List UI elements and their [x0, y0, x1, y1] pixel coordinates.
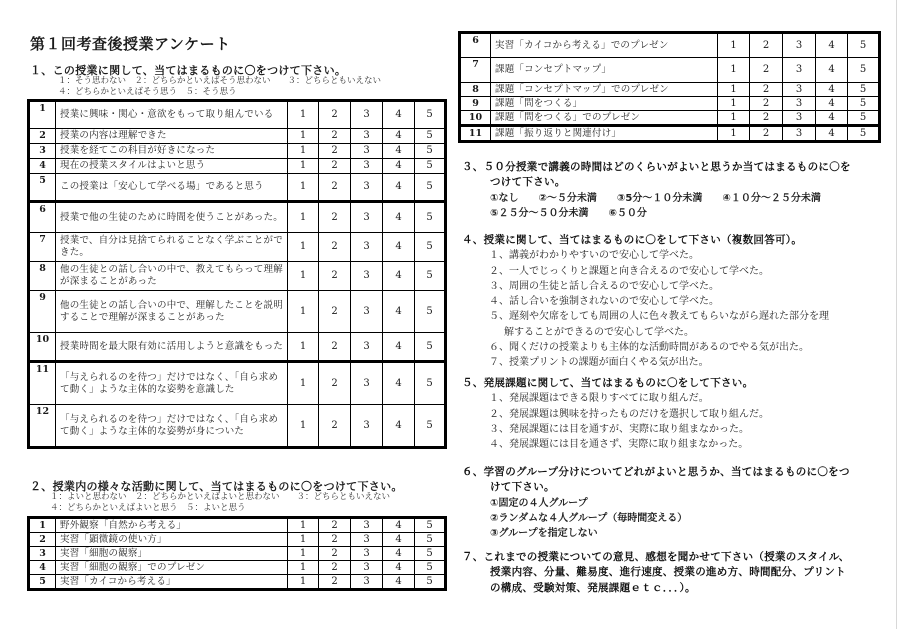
- rating-option-1[interactable]: 1: [288, 547, 319, 561]
- row-question-text: 現在の授業スタイルはよいと思う: [56, 159, 288, 174]
- row-question-text: 他の生徒との話し合いの中で、教えてもらって理解が深まることがあった: [56, 262, 288, 291]
- rating-option-5[interactable]: 5: [848, 126, 880, 142]
- row-number: 11: [29, 362, 56, 405]
- rating-option-2[interactable]: 2: [319, 362, 351, 405]
- rating-option-4[interactable]: 4: [383, 144, 415, 159]
- rating-option-3[interactable]: 3: [351, 547, 383, 561]
- section7-heading-line2: 授業内容、分量、難易度、進行速度、授業の進め方、時間配分、プリント: [490, 566, 846, 579]
- section4-item[interactable]: ５、遅刻や欠席をしても周囲の人に色々教えてもらいながら遅れた部分を理: [489, 311, 829, 323]
- rating-option-1[interactable]: 1: [288, 405, 319, 448]
- section4-heading: ４、授業に関して、当てはまるものに〇をして下さい（複数回答可）。: [462, 234, 803, 246]
- row-number: 10: [460, 111, 491, 126]
- rating-option-2[interactable]: 2: [319, 233, 351, 262]
- table-row: [29, 291, 446, 333]
- rating-option-5[interactable]: 5: [415, 159, 446, 174]
- rating-option-2[interactable]: 2: [319, 575, 351, 590]
- section1-scale-line2: ４：どちらかといえばそう思う ５：そう思う: [58, 87, 237, 97]
- section4-item[interactable]: ４、話し合いを強制されないので安心して学べた。: [489, 296, 719, 308]
- section4-item[interactable]: ６、聞くだけの授業よりも主体的な活動時間があるのでやる気が出た。: [489, 342, 809, 354]
- rating-option-2[interactable]: 2: [319, 159, 351, 174]
- rating-option-4[interactable]: 4: [383, 174, 415, 202]
- section5-item[interactable]: ２、発展課題は興味を持ったものだけを選択して取り組んだ。: [489, 408, 769, 420]
- rating-option-1[interactable]: 1: [288, 262, 319, 291]
- rating-option-3[interactable]: 3: [351, 202, 383, 233]
- page-edge-divider: [896, 0, 897, 629]
- section7: [462, 550, 850, 596]
- rating-option-1[interactable]: 1: [718, 83, 750, 97]
- row-number: 1: [29, 101, 56, 129]
- rating-option-3[interactable]: 3: [351, 333, 383, 362]
- rating-option-3[interactable]: 3: [783, 33, 816, 58]
- row-question-text: 課題「コンセプトマップ」でのプレゼン: [491, 83, 718, 97]
- rating-option-5[interactable]: 5: [415, 101, 446, 129]
- row-number: 7: [460, 58, 491, 83]
- row-number: 5: [29, 575, 56, 590]
- rating-option-2[interactable]: 2: [319, 561, 351, 575]
- section5-item[interactable]: ３、発展課題には目を通すが、実際に取り組まなかった。: [489, 423, 749, 435]
- rating-option-1[interactable]: 1: [288, 233, 319, 262]
- rating-option-1[interactable]: 1: [288, 533, 319, 547]
- rating-option-1[interactable]: 1: [288, 518, 319, 533]
- row-number: 3: [29, 144, 56, 159]
- rating-option-3[interactable]: 3: [351, 262, 383, 291]
- rating-option-1[interactable]: 1: [288, 101, 319, 129]
- rating-option-3[interactable]: 3: [351, 533, 383, 547]
- section3-heading-line2: つけて下さい。: [490, 176, 566, 189]
- row-number: 2: [29, 129, 56, 144]
- row-number: 11: [460, 126, 491, 142]
- rating-option-3[interactable]: 3: [351, 144, 383, 159]
- rating-option-3[interactable]: 3: [351, 101, 383, 129]
- rating-option-2[interactable]: 2: [750, 97, 783, 111]
- row-number: 5: [29, 174, 56, 202]
- rating-option-3[interactable]: 3: [351, 405, 383, 448]
- rating-option-4[interactable]: 4: [383, 233, 415, 262]
- row-question-text: 実習「カイコから考える」でのプレゼン: [491, 33, 718, 58]
- section4-item[interactable]: １、講義がわかりやすいので安心して学べた。: [489, 250, 699, 262]
- row-number: 3: [29, 547, 56, 561]
- rating-option-4[interactable]: 4: [383, 333, 415, 362]
- table-row: [29, 333, 446, 362]
- rating-option-3[interactable]: 3: [783, 126, 816, 142]
- rating-option-2[interactable]: 2: [319, 129, 351, 144]
- rating-option-5[interactable]: 5: [415, 174, 446, 202]
- rating-option-4[interactable]: 4: [383, 405, 415, 448]
- row-number: 4: [29, 159, 56, 174]
- rating-option-1[interactable]: 1: [288, 159, 319, 174]
- rating-option-5[interactable]: 5: [848, 97, 880, 111]
- rating-option-4[interactable]: 4: [816, 83, 848, 97]
- table-row: [29, 262, 446, 291]
- rating-option-2[interactable]: 2: [750, 111, 783, 126]
- row-number: 9: [460, 97, 491, 111]
- row-question-text: 授業時間を最大限有効に活用しようと意識をもった: [56, 333, 288, 362]
- rating-option-4[interactable]: 4: [816, 111, 848, 126]
- row-question-text: 実習「カイコから考える」: [56, 575, 288, 590]
- table-row: [29, 561, 446, 575]
- rating-option-1[interactable]: 1: [288, 144, 319, 159]
- rating-option-4[interactable]: 4: [383, 575, 415, 590]
- row-number: 8: [460, 83, 491, 97]
- row-question-text: この授業は「安心して学べる場」であると思う: [56, 174, 288, 202]
- section2-rating-table-part2: [458, 31, 881, 143]
- rating-option-5[interactable]: 5: [848, 83, 880, 97]
- rating-option-5[interactable]: 5: [415, 202, 446, 233]
- table-row: [29, 174, 446, 202]
- section6-option[interactable]: ①固定の４人グループ: [490, 497, 588, 509]
- section6-heading-line2: けて下さい。: [490, 481, 555, 494]
- row-question-text: 授業を経てこの科目が好きになった: [56, 144, 288, 159]
- rating-option-1[interactable]: 1: [718, 58, 750, 83]
- rating-option-5[interactable]: 5: [415, 129, 446, 144]
- section4: [462, 233, 829, 371]
- row-question-text: 授業で他の生徒のために時間を使うことがあった。: [56, 202, 288, 233]
- rating-option-1[interactable]: 1: [288, 362, 319, 405]
- section3: [462, 160, 851, 221]
- row-number: 4: [29, 561, 56, 575]
- rating-option-4[interactable]: 4: [383, 547, 415, 561]
- table-row: [460, 83, 880, 97]
- section7-heading-line3: の構成、受験対策、発展課題ｅｔｃ．．．）。: [490, 581, 696, 594]
- section4-item[interactable]: ３、周囲の生徒と話し合えるので安心して学べた。: [489, 280, 719, 292]
- rating-option-3[interactable]: 3: [351, 575, 383, 590]
- rating-option-4[interactable]: 4: [816, 97, 848, 111]
- rating-option-1[interactable]: 1: [288, 291, 319, 333]
- rating-option-5[interactable]: 5: [415, 233, 446, 262]
- section5-item[interactable]: １、発展課題はできる限りすべてに取り組んだ。: [489, 393, 709, 405]
- row-question-text: 野外観察「自然から考える」: [56, 518, 288, 533]
- rating-option-2[interactable]: 2: [319, 202, 351, 233]
- rating-option-5[interactable]: 5: [415, 533, 446, 547]
- section5: [462, 376, 769, 452]
- rating-option-2[interactable]: 2: [319, 101, 351, 129]
- rating-option-1[interactable]: 1: [718, 97, 750, 111]
- rating-option-5[interactable]: 5: [848, 58, 880, 83]
- table-row: [29, 518, 446, 533]
- rating-option-4[interactable]: 4: [383, 129, 415, 144]
- rating-option-1[interactable]: 1: [288, 129, 319, 144]
- rating-option-4[interactable]: 4: [383, 202, 415, 233]
- rating-option-1[interactable]: 1: [718, 33, 750, 58]
- table-row: [29, 202, 446, 233]
- table-row: [460, 126, 880, 142]
- table-row: [29, 533, 446, 547]
- row-number: 1: [29, 518, 56, 533]
- table-row: [29, 144, 446, 159]
- row-question-text: 実習「細胞の観察」でのプレゼン: [56, 561, 288, 575]
- rating-option-5[interactable]: 5: [848, 33, 880, 58]
- section6-option[interactable]: ③グループを指定しない: [490, 528, 598, 540]
- rating-option-5[interactable]: 5: [415, 362, 446, 405]
- rating-option-3[interactable]: 3: [351, 174, 383, 202]
- section5-item[interactable]: ４、発展課題には目を通さず、実際に取り組まなかった。: [489, 439, 749, 451]
- row-question-text: 実習「顕微鏡の使い方」: [56, 533, 288, 547]
- rating-option-5[interactable]: 5: [415, 547, 446, 561]
- rating-option-5[interactable]: 5: [415, 561, 446, 575]
- row-number: 6: [460, 33, 491, 58]
- table-row: [29, 129, 446, 144]
- section5-heading: ５、発展課題に関して、当てはまるものに〇をして下さい。: [462, 377, 754, 389]
- rating-option-3[interactable]: 3: [783, 111, 816, 126]
- row-number: 2: [29, 533, 56, 547]
- section3-options-line2[interactable]: ⑤２５分～５０分未満 ⑥５０分: [490, 207, 647, 219]
- row-number: 9: [29, 291, 56, 333]
- section1-heading: １、この授業に関して、当てはまるものに〇をつけて下さい。: [30, 64, 347, 77]
- rating-option-5[interactable]: 5: [415, 333, 446, 362]
- rating-option-2[interactable]: 2: [750, 126, 783, 142]
- rating-option-1[interactable]: 1: [288, 575, 319, 590]
- rating-option-2[interactable]: 2: [750, 83, 783, 97]
- rating-option-4[interactable]: 4: [383, 159, 415, 174]
- row-number: 8: [29, 262, 56, 291]
- rating-option-4[interactable]: 4: [383, 533, 415, 547]
- section6-option[interactable]: ②ランダムな４人グループ（毎時間変える）: [490, 512, 688, 524]
- rating-option-1[interactable]: 1: [718, 111, 750, 126]
- row-number: 6: [29, 202, 56, 233]
- section2-scale-line2: ４：どちらかといえばよいと思う ５：よいと思う: [50, 503, 246, 513]
- section2-scale-line1: １：よいと思わない ２：どちらかといえばよいと思わない ３：どちらともいえない: [50, 492, 391, 502]
- rating-option-4[interactable]: 4: [816, 58, 848, 83]
- rating-option-4[interactable]: 4: [383, 561, 415, 575]
- rating-option-5[interactable]: 5: [848, 111, 880, 126]
- table-row: [460, 97, 880, 111]
- row-question-text: 授業で、自分は見捨てられることなく学ぶことができた。: [56, 233, 288, 262]
- rating-option-2[interactable]: 2: [319, 533, 351, 547]
- row-number: 12: [29, 405, 56, 448]
- section2-heading: ２、授業内の様々な活動に関して、当てはまるものに〇をつけて下さい。: [30, 480, 403, 493]
- table-row: [460, 111, 880, 126]
- section4-item[interactable]: ７、授業プリントの課題が面白くやる気が出た。: [489, 357, 709, 369]
- rating-option-2[interactable]: 2: [319, 144, 351, 159]
- rating-option-3[interactable]: 3: [783, 58, 816, 83]
- page-title: 第１回考査後授業アンケート: [30, 35, 231, 53]
- rating-option-5[interactable]: 5: [415, 405, 446, 448]
- rating-option-3[interactable]: 3: [351, 561, 383, 575]
- rating-option-3[interactable]: 3: [783, 83, 816, 97]
- section2-rating-table-part1: [27, 516, 447, 591]
- section6: [462, 465, 850, 541]
- rating-option-4[interactable]: 4: [383, 101, 415, 129]
- section3-options-line1[interactable]: ①なし ②～５分未満 ③5分～１０分未満 ④１０分～２５分未満: [490, 192, 821, 204]
- table-row: [29, 575, 446, 590]
- row-question-text: 「与えられるのを待つ」だけではなく、「自ら求めて動く」ような主体的な姿勢を意識した: [56, 362, 288, 405]
- row-question-text: 実習「細胞の観察」: [56, 547, 288, 561]
- rating-option-2[interactable]: 2: [750, 58, 783, 83]
- rating-option-1[interactable]: 1: [288, 174, 319, 202]
- table-row: [29, 547, 446, 561]
- rating-option-2[interactable]: 2: [319, 333, 351, 362]
- rating-option-3[interactable]: 3: [351, 233, 383, 262]
- row-question-text: 他の生徒との話し合いの中で、理解したことを説明することで理解が深まることがあった: [56, 291, 288, 333]
- rating-option-2[interactable]: 2: [750, 33, 783, 58]
- rating-option-1[interactable]: 1: [288, 202, 319, 233]
- rating-option-5[interactable]: 5: [415, 262, 446, 291]
- rating-option-3[interactable]: 3: [351, 291, 383, 333]
- section6-heading-line1: ６、学習のグループ分けについてどれがよいと思うか、当てはまるものに〇をつ: [462, 466, 850, 478]
- rating-option-2[interactable]: 2: [319, 291, 351, 333]
- section7-heading-line1: ７、これまでの授業についての意見、感想を聞かせて下さい（授業のスタイル、: [462, 551, 850, 563]
- rating-option-3[interactable]: 3: [351, 129, 383, 144]
- rating-option-2[interactable]: 2: [319, 405, 351, 448]
- row-question-text: 課題「問をつくる」: [491, 97, 718, 111]
- section1-scale-line1: １：そう思わない ２：どちらかといえばそう思わない ３：どちらともいえない: [58, 76, 382, 86]
- section4-item-continuation: 解することができるので安心して学べた。: [504, 326, 694, 338]
- row-question-text: 課題「問をつくる」でのプレゼン: [491, 111, 718, 126]
- rating-option-5[interactable]: 5: [415, 575, 446, 590]
- section4-item[interactable]: ２、一人でじっくりと課題と向き合えるので安心して学べた。: [489, 265, 769, 277]
- rating-option-4[interactable]: 4: [383, 291, 415, 333]
- rating-option-2[interactable]: 2: [319, 547, 351, 561]
- rating-option-2[interactable]: 2: [319, 262, 351, 291]
- rating-option-4[interactable]: 4: [816, 126, 848, 142]
- rating-option-4[interactable]: 4: [816, 33, 848, 58]
- section3-heading-line1: ３、５０分授業で講義の時間はどのくらいがよいと思うか当てはまるものに〇を: [462, 161, 851, 173]
- table-row: [29, 101, 446, 129]
- rating-option-4[interactable]: 4: [383, 518, 415, 533]
- table-row: [460, 33, 880, 58]
- rating-option-1[interactable]: 1: [718, 126, 750, 142]
- rating-option-2[interactable]: 2: [319, 174, 351, 202]
- table-row: [29, 159, 446, 174]
- row-question-text: 授業の内容は理解できた: [56, 129, 288, 144]
- rating-option-1[interactable]: 1: [288, 333, 319, 362]
- rating-option-2[interactable]: 2: [319, 518, 351, 533]
- rating-option-3[interactable]: 3: [351, 159, 383, 174]
- rating-option-3[interactable]: 3: [351, 518, 383, 533]
- table-row: [29, 362, 446, 405]
- rating-option-3[interactable]: 3: [351, 362, 383, 405]
- row-question-text: 「与えられるのを待つ」だけではなく、「自ら求めて動く」ような主体的な姿勢が身についた: [56, 405, 288, 448]
- rating-option-5[interactable]: 5: [415, 518, 446, 533]
- rating-option-1[interactable]: 1: [288, 561, 319, 575]
- rating-option-5[interactable]: 5: [415, 291, 446, 333]
- rating-option-3[interactable]: 3: [783, 97, 816, 111]
- row-number: 10: [29, 333, 56, 362]
- row-question-text: 授業に興味・関心・意欲をもって取り組んでいる: [56, 101, 288, 129]
- row-number: 7: [29, 233, 56, 262]
- rating-option-4[interactable]: 4: [383, 262, 415, 291]
- table-row: [29, 233, 446, 262]
- table-row: [460, 58, 880, 83]
- row-question-text: 課題「コンセプトマップ」: [491, 58, 718, 83]
- rating-option-5[interactable]: 5: [415, 144, 446, 159]
- rating-option-4[interactable]: 4: [383, 362, 415, 405]
- section1-rating-table: [27, 99, 447, 449]
- table-row: [29, 405, 446, 448]
- row-question-text: 課題「振り返りと関連付け」: [491, 126, 718, 142]
